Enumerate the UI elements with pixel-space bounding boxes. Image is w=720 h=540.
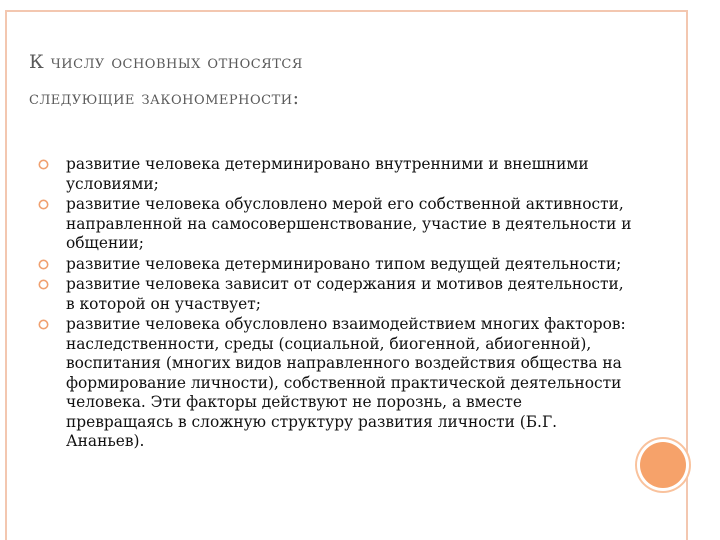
list-item	[38, 195, 633, 254]
list-item-text: развитие человека детерминировано типом ведущей деятельности;	[66, 254, 622, 273]
orange-circle-decoration	[640, 442, 686, 488]
circle-bullet-icon	[38, 259, 49, 270]
slide-title-line-1: К числу основных относятся	[29, 51, 303, 73]
bullet-list	[38, 155, 633, 453]
list-item-text: развитие человека детерминировано внутренними и внешними условиями;	[66, 155, 589, 193]
list-item	[38, 155, 633, 194]
list-item-text: развитие человека обусловлено мерой его собственной активности, направленной на самосовершенствование, участие в деятельности и общении;	[66, 195, 632, 252]
list-item-text: развитие человека обусловлено взаимодействием многих факторов: наследственности, среды (социальной, биогенной, абиогенной), воспитания (многих видов направленного воздействия общества на формирование личности), собственной практической деятельности человека. Эти факторы действуют не порознь, а вместе превращаясь в сложную структуру развития личности (Б.Г. Ананьев).	[66, 315, 626, 450]
list-item	[38, 255, 633, 275]
slide-title	[29, 44, 649, 116]
circle-bullet-icon	[38, 279, 49, 290]
list-item	[38, 275, 633, 314]
slide-title-line-2: следующие закономерности:	[29, 87, 300, 109]
circle-bullet-icon	[38, 159, 49, 170]
circle-bullet-icon	[38, 199, 49, 210]
slide-border-right	[686, 10, 688, 540]
circle-bullet-icon	[38, 319, 49, 330]
list-item-text: развитие человека зависит от содержания и мотивов деятельности, в которой он участвует;	[66, 275, 624, 313]
slide-border-top	[5, 10, 688, 12]
slide-border-left	[5, 10, 7, 540]
list-item	[38, 315, 633, 452]
